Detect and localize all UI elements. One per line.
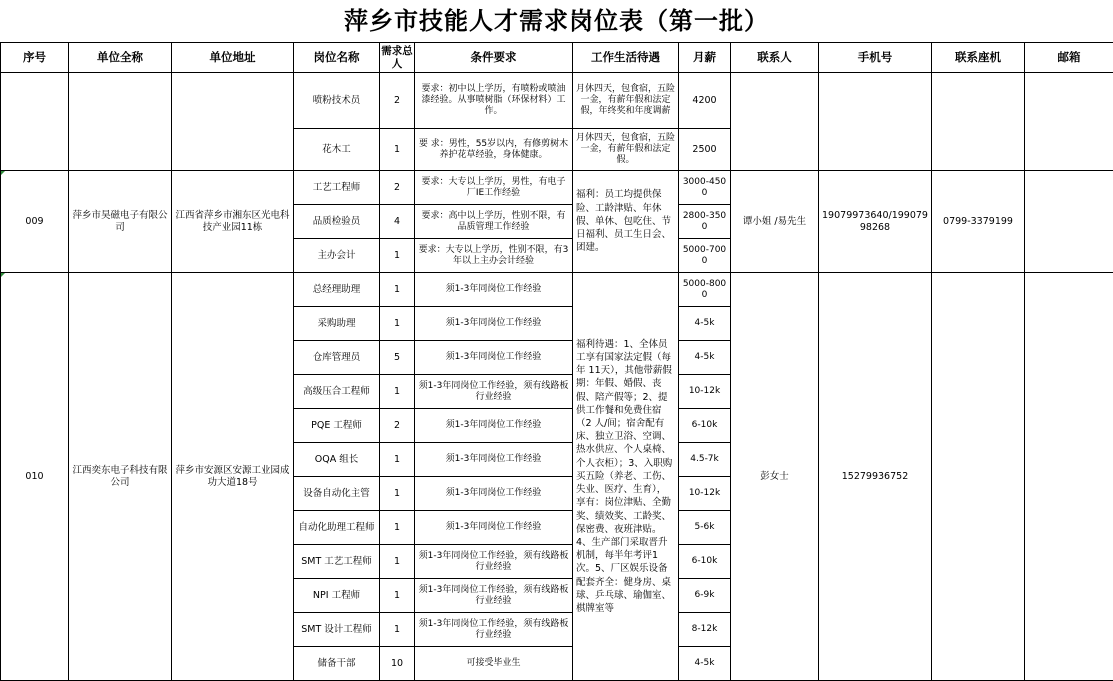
count-cell: 1 <box>380 579 415 613</box>
count-cell: 5 <box>380 341 415 375</box>
table-row <box>1 273 1113 307</box>
salary-cell: 2500 <box>679 129 731 171</box>
contact-cell <box>731 73 819 171</box>
contact-cell: 谭小姐 /易先生 <box>731 171 819 273</box>
requirement-cell: 须1-3年同岗位工作经验 <box>415 477 573 511</box>
salary-cell: 4-5k <box>679 307 731 341</box>
address-cell <box>172 73 294 171</box>
salary-cell: 3000-4500 <box>679 171 731 205</box>
salary-cell: 4-5k <box>679 647 731 681</box>
salary-cell: 4200 <box>679 73 731 129</box>
header-address: 单位地址 <box>172 43 294 73</box>
benefit-cell: 月休四天，包食宿，五险一金，有薪年假和法定假，年终奖和年度调薪 <box>573 73 679 129</box>
position-cell: 喷粉技术员 <box>294 73 380 129</box>
salary-cell: 4.5-7k <box>679 443 731 477</box>
position-cell: 高级压合工程师 <box>294 375 380 409</box>
position-cell: 设备自动化主管 <box>294 477 380 511</box>
phone-cell <box>819 73 932 171</box>
header-contact: 联系人 <box>731 43 819 73</box>
job-table <box>0 42 1113 681</box>
page-title: 萍乡市技能人才需求岗位表（第一批） <box>0 0 1113 42</box>
salary-cell: 6-9k <box>679 579 731 613</box>
header-phone: 手机号 <box>819 43 932 73</box>
header-seq: 序号 <box>1 43 69 73</box>
benefit-cell: 福利：员工均提供保险、工龄津贴、年休假、单休、包吃住、节日福利、员工生日会、团建。 <box>573 171 679 273</box>
position-cell: OQA 组长 <box>294 443 380 477</box>
position-cell: SMT 工艺工程师 <box>294 545 380 579</box>
email-cell <box>1025 273 1113 681</box>
seq-cell <box>1 73 69 171</box>
company-cell: 萍乡市昊磁电子有限公司 <box>69 171 172 273</box>
requirement-cell: 须1-3年同岗位工作经验，须有线路板行业经验 <box>415 613 573 647</box>
company-cell <box>69 73 172 171</box>
count-cell: 4 <box>380 205 415 239</box>
count-cell: 1 <box>380 477 415 511</box>
salary-cell: 8-12k <box>679 613 731 647</box>
count-cell: 1 <box>380 613 415 647</box>
phone-cell: 15279936752 <box>819 273 932 681</box>
requirement-cell: 须1-3年同岗位工作经验 <box>415 341 573 375</box>
salary-cell: 2800-3500 <box>679 205 731 239</box>
requirement-cell: 须1-3年同岗位工作经验，须有线路板行业经验 <box>415 375 573 409</box>
salary-cell: 6-10k <box>679 409 731 443</box>
requirement-cell: 要求：大专以上学历，男性，有电子厂IE工作经验 <box>415 171 573 205</box>
landline-cell <box>932 73 1025 171</box>
requirement-cell: 可接受毕业生 <box>415 647 573 681</box>
position-cell: PQE 工程师 <box>294 409 380 443</box>
email-cell <box>1025 73 1113 171</box>
header-benefit: 工作生活待遇 <box>573 43 679 73</box>
position-cell: 自动化助理工程师 <box>294 511 380 545</box>
benefit-cell: 福利待遇：1、全体员工享有国家法定假（每年 11天），其他带薪假期：年假、婚假、丧假、陪产假等；2、提供工作餐和免费住宿（2 人/间；宿舍配有床、独立卫浴、空调、热水供应、个人桌椅、个人衣柜）；3、入职购买五险（养老、工伤、失业、医疗、生育），享有：岗位津贴、全勤奖、绩效奖、工龄奖、保密费、夜班津贴。4、生产部门采取晋升机制，每半年考评1 次。5、厂区娱乐设备配套齐全：健身房、桌球、乒乓球、瑜伽室、棋牌室等 <box>573 273 679 681</box>
salary-cell: 5000-8000 <box>679 273 731 307</box>
header-email: 邮箱 <box>1025 43 1113 73</box>
salary-cell: 4-5k <box>679 341 731 375</box>
salary-cell: 10-12k <box>679 375 731 409</box>
count-cell: 2 <box>380 171 415 205</box>
requirement-cell: 须1-3年同岗位工作经验 <box>415 511 573 545</box>
seq-cell: 010 <box>1 273 69 681</box>
requirement-cell: 要求：高中以上学历，性别不限，有品质管理工作经验 <box>415 205 573 239</box>
requirement-cell: 须1-3年同岗位工作经验，须有线路板行业经验 <box>415 579 573 613</box>
count-cell: 1 <box>380 545 415 579</box>
requirement-cell: 须1-3年同岗位工作经验 <box>415 443 573 477</box>
requirement-cell: 须1-3年同岗位工作经验 <box>415 307 573 341</box>
table-row <box>1 171 1113 205</box>
count-cell: 1 <box>380 273 415 307</box>
count-cell: 2 <box>380 73 415 129</box>
salary-cell: 6-10k <box>679 545 731 579</box>
seq-cell: 009 <box>1 171 69 273</box>
requirement-cell: 要求：初中以上学历，有喷粉或喷油漆经验。从事喷树脂（环保材料）工作。 <box>415 73 573 129</box>
contact-cell: 彭女士 <box>731 273 819 681</box>
salary-cell: 5-6k <box>679 511 731 545</box>
salary-cell: 5000-7000 <box>679 239 731 273</box>
benefit-cell: 月休四天，包食宿，五险一金，有薪年假和法定假。 <box>573 129 679 171</box>
landline-cell <box>932 273 1025 681</box>
position-cell: 储备干部 <box>294 647 380 681</box>
requirement-cell: 须1-3年同岗位工作经验，须有线路板行业经验 <box>415 545 573 579</box>
header-requirement: 条件要求 <box>415 43 573 73</box>
address-cell: 江西省萍乡市湘东区光电科技产业园11栋 <box>172 171 294 273</box>
position-cell: SMT 设计工程师 <box>294 613 380 647</box>
salary-cell: 10-12k <box>679 477 731 511</box>
company-cell: 江西奕东电子科技有限公司 <box>69 273 172 681</box>
count-cell: 1 <box>380 307 415 341</box>
header-count: 需求总人 <box>380 43 415 73</box>
position-cell: 主办会计 <box>294 239 380 273</box>
phone-cell: 19079973640/19907998268 <box>819 171 932 273</box>
count-cell: 10 <box>380 647 415 681</box>
requirement-cell: 要求：大专以上学历，性别不限，有3年以上主办会计经验 <box>415 239 573 273</box>
count-cell: 1 <box>380 511 415 545</box>
position-cell: 花木工 <box>294 129 380 171</box>
header-salary: 月薪 <box>679 43 731 73</box>
count-cell: 2 <box>380 409 415 443</box>
count-cell: 1 <box>380 129 415 171</box>
count-cell: 1 <box>380 443 415 477</box>
address-cell: 萍乡市安源区安源工业园成功大道18号 <box>172 273 294 681</box>
count-cell: 1 <box>380 239 415 273</box>
table-row <box>1 73 1113 129</box>
header-row <box>1 43 1113 73</box>
position-cell: 采购助理 <box>294 307 380 341</box>
header-position: 岗位名称 <box>294 43 380 73</box>
header-landline: 联系座机 <box>932 43 1025 73</box>
email-cell <box>1025 171 1113 273</box>
header-company: 单位全称 <box>69 43 172 73</box>
requirement-cell: 须1-3年同岗位工作经验 <box>415 273 573 307</box>
position-cell: 品质检验员 <box>294 205 380 239</box>
landline-cell: 0799-3379199 <box>932 171 1025 273</box>
position-cell: 仓库管理员 <box>294 341 380 375</box>
requirement-cell: 须1-3年同岗位工作经验 <box>415 409 573 443</box>
count-cell: 1 <box>380 375 415 409</box>
position-cell: 总经理助理 <box>294 273 380 307</box>
position-cell: 工艺工程师 <box>294 171 380 205</box>
position-cell: NPI 工程师 <box>294 579 380 613</box>
requirement-cell: 要 求：男性，55岁以内，有修剪树木养护花草经验，身体健康。 <box>415 129 573 171</box>
